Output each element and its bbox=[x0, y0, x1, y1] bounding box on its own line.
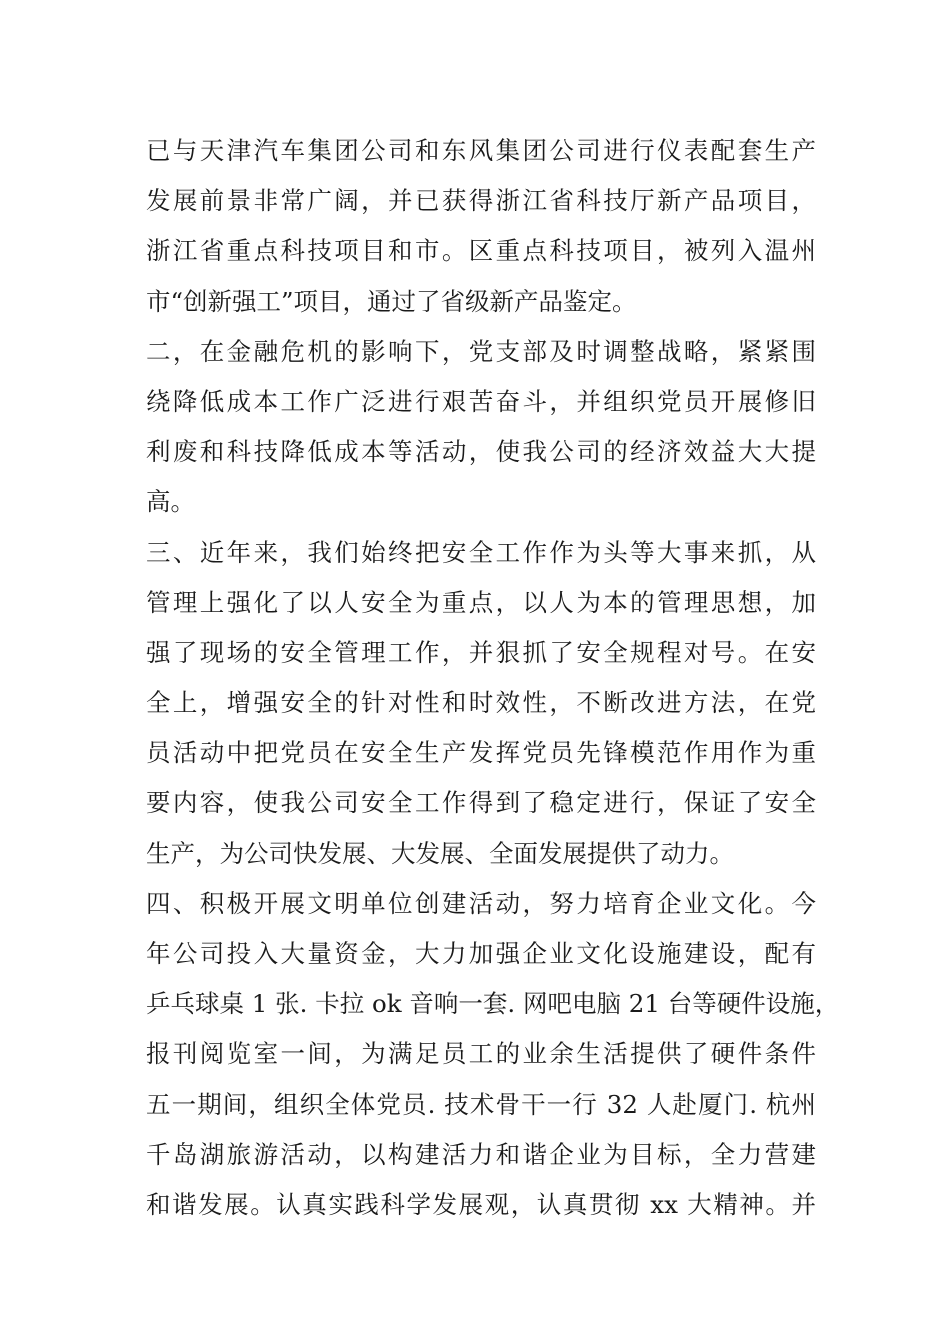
text-line: 市“创新强工”项目，通过了省级新产品鉴定。 bbox=[146, 286, 637, 316]
text-line: 报刊阅览室一间，为满足员工的业余生活提供了硬件条件 bbox=[146, 1039, 816, 1069]
text-line: 强了现场的安全管理工作，并狠抓了安全规程对号。在安 bbox=[146, 637, 816, 667]
text-line: 发展前景非常广阔，并已获得浙江省科技厅新产品项目， bbox=[146, 186, 816, 216]
text-line: 已与天津汽车集团公司和东风集团公司进行仪表配套生产 bbox=[146, 136, 816, 165]
text-line: 要内容，使我公司安全工作得到了稳定进行，保证了安全 bbox=[146, 788, 816, 818]
text-line: 年公司投入大量资金，大力加强企业文化设施建设，配有 bbox=[146, 939, 816, 968]
text-line: 利废和科技降低成本等活动，使我公司的经济效益大大提 bbox=[146, 437, 816, 467]
text-line: 五一期间，组织全体党员. 技术骨干一行 32 人赴厦门. 杭州 bbox=[146, 1089, 816, 1119]
text-line: 全上，增强安全的针对性和时效性，不断改进方法，在党 bbox=[146, 688, 816, 718]
document-body bbox=[146, 126, 840, 1230]
text-line: 高。 bbox=[146, 487, 195, 517]
text-line: 二，在金融危机的影响下，党支部及时调整战略，紧紧围 bbox=[146, 336, 816, 366]
text-line: 四、积极开展文明单位创建活动，努力培育企业文化。今 bbox=[146, 888, 816, 918]
text-line: 三、近年来，我们始终把安全工作作为头等大事来抓，从 bbox=[146, 537, 816, 567]
text-line: 员活动中把党员在安全生产发挥党员先锋模范作用作为重 bbox=[146, 738, 816, 768]
text-line: 生产，为公司快发展、大发展、全面发展提供了动力。 bbox=[146, 838, 734, 868]
text-line: 绕降低成本工作广泛进行艰苦奋斗，并组织党员开展修旧 bbox=[146, 386, 816, 416]
text-line: 浙江省重点科技项目和市。区重点科技项目，被列入温州 bbox=[146, 236, 816, 266]
text-line: 乒乓球桌 1 张. 卡拉 ok 音响一套. 网吧电脑 21 台等硬件设施， bbox=[146, 989, 840, 1019]
text-line: 管理上强化了以人安全为重点，以人为本的管理思想，加 bbox=[146, 587, 816, 617]
text-line: 千岛湖旅游活动，以构建活力和谐企业为目标，全力营建 bbox=[146, 1139, 816, 1169]
text-line: 和谐发展。认真实践科学发展观，认真贯彻 xx 大精神。并 bbox=[146, 1189, 816, 1219]
